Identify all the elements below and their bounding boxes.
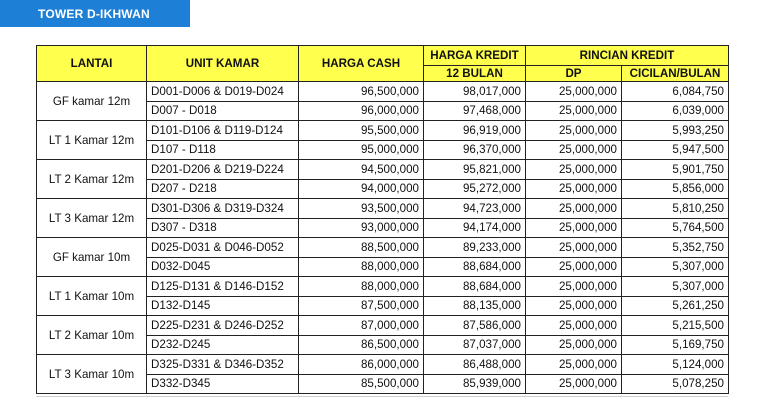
harga-kredit-cell: 96,370,000 bbox=[424, 140, 526, 160]
unit-kamar-cell: D332-D345 bbox=[147, 374, 299, 394]
dp-cell: 25,000,000 bbox=[526, 296, 622, 316]
lantai-cell: LT 1 Kamar 10m bbox=[37, 277, 147, 316]
harga-kredit-cell: 96,919,000 bbox=[424, 121, 526, 141]
cicilan-cell: 5,352,750 bbox=[622, 238, 729, 258]
cicilan-cell: 5,307,000 bbox=[622, 277, 729, 297]
header-harga-kredit-12-bulan: 12 BULAN bbox=[424, 66, 526, 82]
harga-cash-cell: 85,500,000 bbox=[299, 374, 424, 394]
table-row bbox=[37, 316, 729, 336]
unit-kamar-cell: D125-D131 & D146-D152 bbox=[147, 277, 299, 297]
unit-kamar-cell: D307 - D318 bbox=[147, 218, 299, 238]
dp-cell: 25,000,000 bbox=[526, 140, 622, 160]
harga-cash-cell: 96,000,000 bbox=[299, 101, 424, 121]
harga-kredit-cell: 88,684,000 bbox=[424, 277, 526, 297]
unit-kamar-cell: D001-D006 & D019-D024 bbox=[147, 82, 299, 102]
divider bbox=[36, 396, 728, 397]
lantai-cell: LT 1 Kamar 12m bbox=[37, 121, 147, 160]
harga-cash-cell: 95,500,000 bbox=[299, 121, 424, 141]
cicilan-cell: 5,810,250 bbox=[622, 199, 729, 219]
table-row bbox=[37, 238, 729, 258]
dp-cell: 25,000,000 bbox=[526, 257, 622, 277]
header-unit-kamar: UNIT KAMAR bbox=[147, 46, 299, 82]
cicilan-cell: 5,993,250 bbox=[622, 121, 729, 141]
lantai-cell: GF kamar 10m bbox=[37, 238, 147, 277]
header-lantai: LANTAI bbox=[37, 46, 147, 82]
harga-cash-cell: 96,500,000 bbox=[299, 82, 424, 102]
harga-kredit-cell: 94,174,000 bbox=[424, 218, 526, 238]
harga-kredit-cell: 88,135,000 bbox=[424, 296, 526, 316]
harga-cash-cell: 88,000,000 bbox=[299, 257, 424, 277]
harga-cash-cell: 93,000,000 bbox=[299, 218, 424, 238]
cicilan-cell: 5,215,500 bbox=[622, 316, 729, 336]
table-row bbox=[37, 355, 729, 375]
header-harga-kredit: HARGA KREDIT bbox=[424, 46, 526, 66]
dp-cell: 25,000,000 bbox=[526, 101, 622, 121]
harga-cash-cell: 88,000,000 bbox=[299, 277, 424, 297]
unit-kamar-cell: D032-D045 bbox=[147, 257, 299, 277]
cicilan-cell: 6,084,750 bbox=[622, 82, 729, 102]
table-row bbox=[37, 277, 729, 297]
harga-kredit-cell: 86,488,000 bbox=[424, 355, 526, 375]
cicilan-cell: 5,856,000 bbox=[622, 179, 729, 199]
harga-cash-cell: 86,500,000 bbox=[299, 335, 424, 355]
harga-cash-cell: 94,000,000 bbox=[299, 179, 424, 199]
dp-cell: 25,000,000 bbox=[526, 316, 622, 336]
dp-cell: 25,000,000 bbox=[526, 82, 622, 102]
cicilan-cell: 5,901,750 bbox=[622, 160, 729, 180]
unit-kamar-cell: D207 - D218 bbox=[147, 179, 299, 199]
cicilan-cell: 5,764,500 bbox=[622, 218, 729, 238]
unit-kamar-cell: D201-D206 & D219-D224 bbox=[147, 160, 299, 180]
harga-kredit-cell: 89,233,000 bbox=[424, 238, 526, 258]
dp-cell: 25,000,000 bbox=[526, 218, 622, 238]
dp-cell: 25,000,000 bbox=[526, 355, 622, 375]
table-row bbox=[37, 82, 729, 102]
dp-cell: 25,000,000 bbox=[526, 374, 622, 394]
dp-cell: 25,000,000 bbox=[526, 277, 622, 297]
cicilan-cell: 6,039,000 bbox=[622, 101, 729, 121]
unit-kamar-cell: D225-D231 & D246-D252 bbox=[147, 316, 299, 336]
unit-kamar-cell: D101-D106 & D119-D124 bbox=[147, 121, 299, 141]
harga-kredit-cell: 88,684,000 bbox=[424, 257, 526, 277]
harga-cash-cell: 93,500,000 bbox=[299, 199, 424, 219]
dp-cell: 25,000,000 bbox=[526, 160, 622, 180]
unit-kamar-cell: D107 - D118 bbox=[147, 140, 299, 160]
harga-kredit-cell: 95,272,000 bbox=[424, 179, 526, 199]
unit-kamar-cell: D325-D331 & D346-D352 bbox=[147, 355, 299, 375]
harga-kredit-cell: 95,821,000 bbox=[424, 160, 526, 180]
lantai-cell: GF kamar 12m bbox=[37, 82, 147, 121]
lantai-cell: LT 3 Kamar 12m bbox=[37, 199, 147, 238]
harga-kredit-cell: 97,468,000 bbox=[424, 101, 526, 121]
cicilan-cell: 5,124,000 bbox=[622, 355, 729, 375]
harga-cash-cell: 94,500,000 bbox=[299, 160, 424, 180]
harga-kredit-cell: 98,017,000 bbox=[424, 82, 526, 102]
harga-cash-cell: 87,500,000 bbox=[299, 296, 424, 316]
header-harga-cash: HARGA CASH bbox=[299, 46, 424, 82]
lantai-cell: LT 2 Kamar 10m bbox=[37, 316, 147, 355]
table-row bbox=[37, 121, 729, 141]
cicilan-cell: 5,261,250 bbox=[622, 296, 729, 316]
tower-title: TOWER D-IKHWAN bbox=[38, 6, 150, 21]
header-rincian-kredit: RINCIAN KREDIT bbox=[526, 46, 729, 66]
harga-cash-cell: 88,500,000 bbox=[299, 238, 424, 258]
harga-kredit-cell: 87,037,000 bbox=[424, 335, 526, 355]
cicilan-cell: 5,078,250 bbox=[622, 374, 729, 394]
dp-cell: 25,000,000 bbox=[526, 199, 622, 219]
unit-kamar-cell: D007 - D018 bbox=[147, 101, 299, 121]
table-row bbox=[37, 160, 729, 180]
lantai-cell: LT 2 Kamar 12m bbox=[37, 160, 147, 199]
harga-cash-cell: 95,000,000 bbox=[299, 140, 424, 160]
dp-cell: 25,000,000 bbox=[526, 335, 622, 355]
dp-cell: 25,000,000 bbox=[526, 238, 622, 258]
header-dp: DP bbox=[526, 66, 622, 82]
cicilan-cell: 5,947,500 bbox=[622, 140, 729, 160]
harga-kredit-cell: 85,939,000 bbox=[424, 374, 526, 394]
table-row bbox=[37, 199, 729, 219]
price-table bbox=[36, 45, 729, 394]
harga-cash-cell: 86,000,000 bbox=[299, 355, 424, 375]
tower-title-banner bbox=[0, 0, 190, 27]
dp-cell: 25,000,000 bbox=[526, 121, 622, 141]
unit-kamar-cell: D232-D245 bbox=[147, 335, 299, 355]
price-table-body bbox=[37, 82, 729, 394]
harga-kredit-cell: 94,723,000 bbox=[424, 199, 526, 219]
header-cicilan: CICILAN/BULAN bbox=[622, 66, 729, 82]
cicilan-cell: 5,307,000 bbox=[622, 257, 729, 277]
cicilan-cell: 5,169,750 bbox=[622, 335, 729, 355]
lantai-cell: LT 3 Kamar 10m bbox=[37, 355, 147, 394]
harga-kredit-cell: 87,586,000 bbox=[424, 316, 526, 336]
unit-kamar-cell: D132-D145 bbox=[147, 296, 299, 316]
unit-kamar-cell: D301-D306 & D319-D324 bbox=[147, 199, 299, 219]
harga-cash-cell: 87,000,000 bbox=[299, 316, 424, 336]
dp-cell: 25,000,000 bbox=[526, 179, 622, 199]
unit-kamar-cell: D025-D031 & D046-D052 bbox=[147, 238, 299, 258]
